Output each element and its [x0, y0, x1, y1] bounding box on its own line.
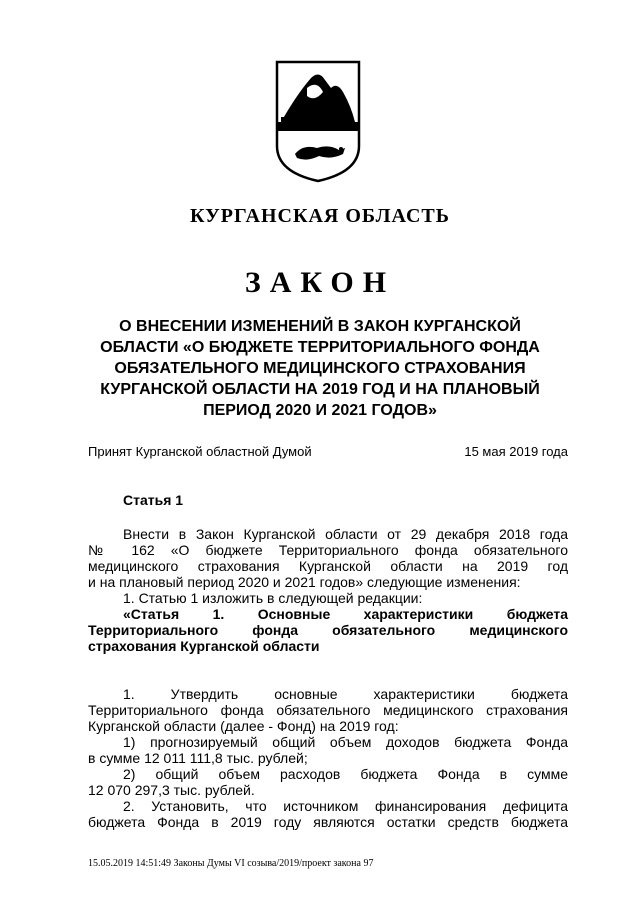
footer-stamp: 15.05.2019 14:51:49 Законы Думы VI созыва/2019/проект закона 97: [88, 858, 374, 869]
body-line: бюджета Фонда в 2019 году являются остатки средств бюджета: [88, 814, 568, 830]
body-line: и на плановый период 2020 и 2021 годов» следующие изменения:: [88, 574, 521, 590]
law-title: [80, 316, 560, 421]
title-line: КУРГАНСКОЙ ОБЛАСТИ НА 2019 ГОД И НА ПЛАНОВЫЙ: [100, 381, 540, 398]
body-line: 12 070 297,3 тыс. рублей.: [88, 782, 255, 798]
adoption-date: 15 мая 2019 года: [464, 444, 568, 459]
title-line: ОБЛАСТИ «О БЮДЖЕТЕ ТЕРРИТОРИАЛЬНОГО ФОНДА: [100, 339, 540, 356]
title-line: ОБЯЗАТЕЛЬНОГО МЕДИЦИНСКОГО СТРАХОВАНИЯ: [114, 360, 526, 377]
body-line: Территориального фонда обязательного медицинского: [88, 622, 568, 638]
title-line: ПЕРИОД 2020 И 2021 ГОДОВ»: [203, 402, 437, 419]
body-line: Территориального фонда обязательного медицинского страхования: [88, 702, 568, 718]
body-line: страхования Курганской области: [88, 638, 320, 654]
body-line: 2. Установить, что источником финансирования дефицита: [123, 798, 568, 814]
coat-of-arms-emblem: [273, 58, 363, 184]
body-line: 1. Статью 1 изложить в следующей редакции:: [123, 590, 423, 606]
body-line: 1. Утвердить основные характеристики бюджета: [123, 686, 568, 702]
body-line: медицинского страхования Курганской области на 2019 год: [88, 558, 568, 574]
body-line: 2) общий объем расходов бюджета Фонда в сумме: [123, 766, 568, 782]
article-heading: Статья 1: [123, 492, 184, 508]
body-line: Внести в Закон Курганской области от 29 декабря 2018 года: [123, 526, 568, 542]
body-line: № 162 «О бюджете Территориального фонда обязательного: [88, 542, 568, 558]
paragraph-gap: [88, 654, 568, 686]
document-type: ЗАКОН: [244, 266, 396, 299]
document-body: [88, 526, 568, 830]
region-name: КУРГАНСКАЯ ОБЛАСТЬ: [189, 205, 450, 227]
body-line: 1) прогнозируемый общий объем доходов бюджета Фонда: [123, 734, 568, 750]
body-line: «Статья 1. Основные характеристики бюджета: [123, 606, 568, 622]
body-line: Курганской области (далее - Фонд) на 2019 год:: [88, 718, 399, 734]
adopted-by: Принят Курганской областной Думой: [88, 444, 312, 459]
body-line: в сумме 12 011 111,8 тыс. рублей;: [88, 750, 308, 766]
title-line: О ВНЕСЕНИИ ИЗМЕНЕНИЙ В ЗАКОН КУРГАНСКОЙ: [119, 318, 521, 335]
